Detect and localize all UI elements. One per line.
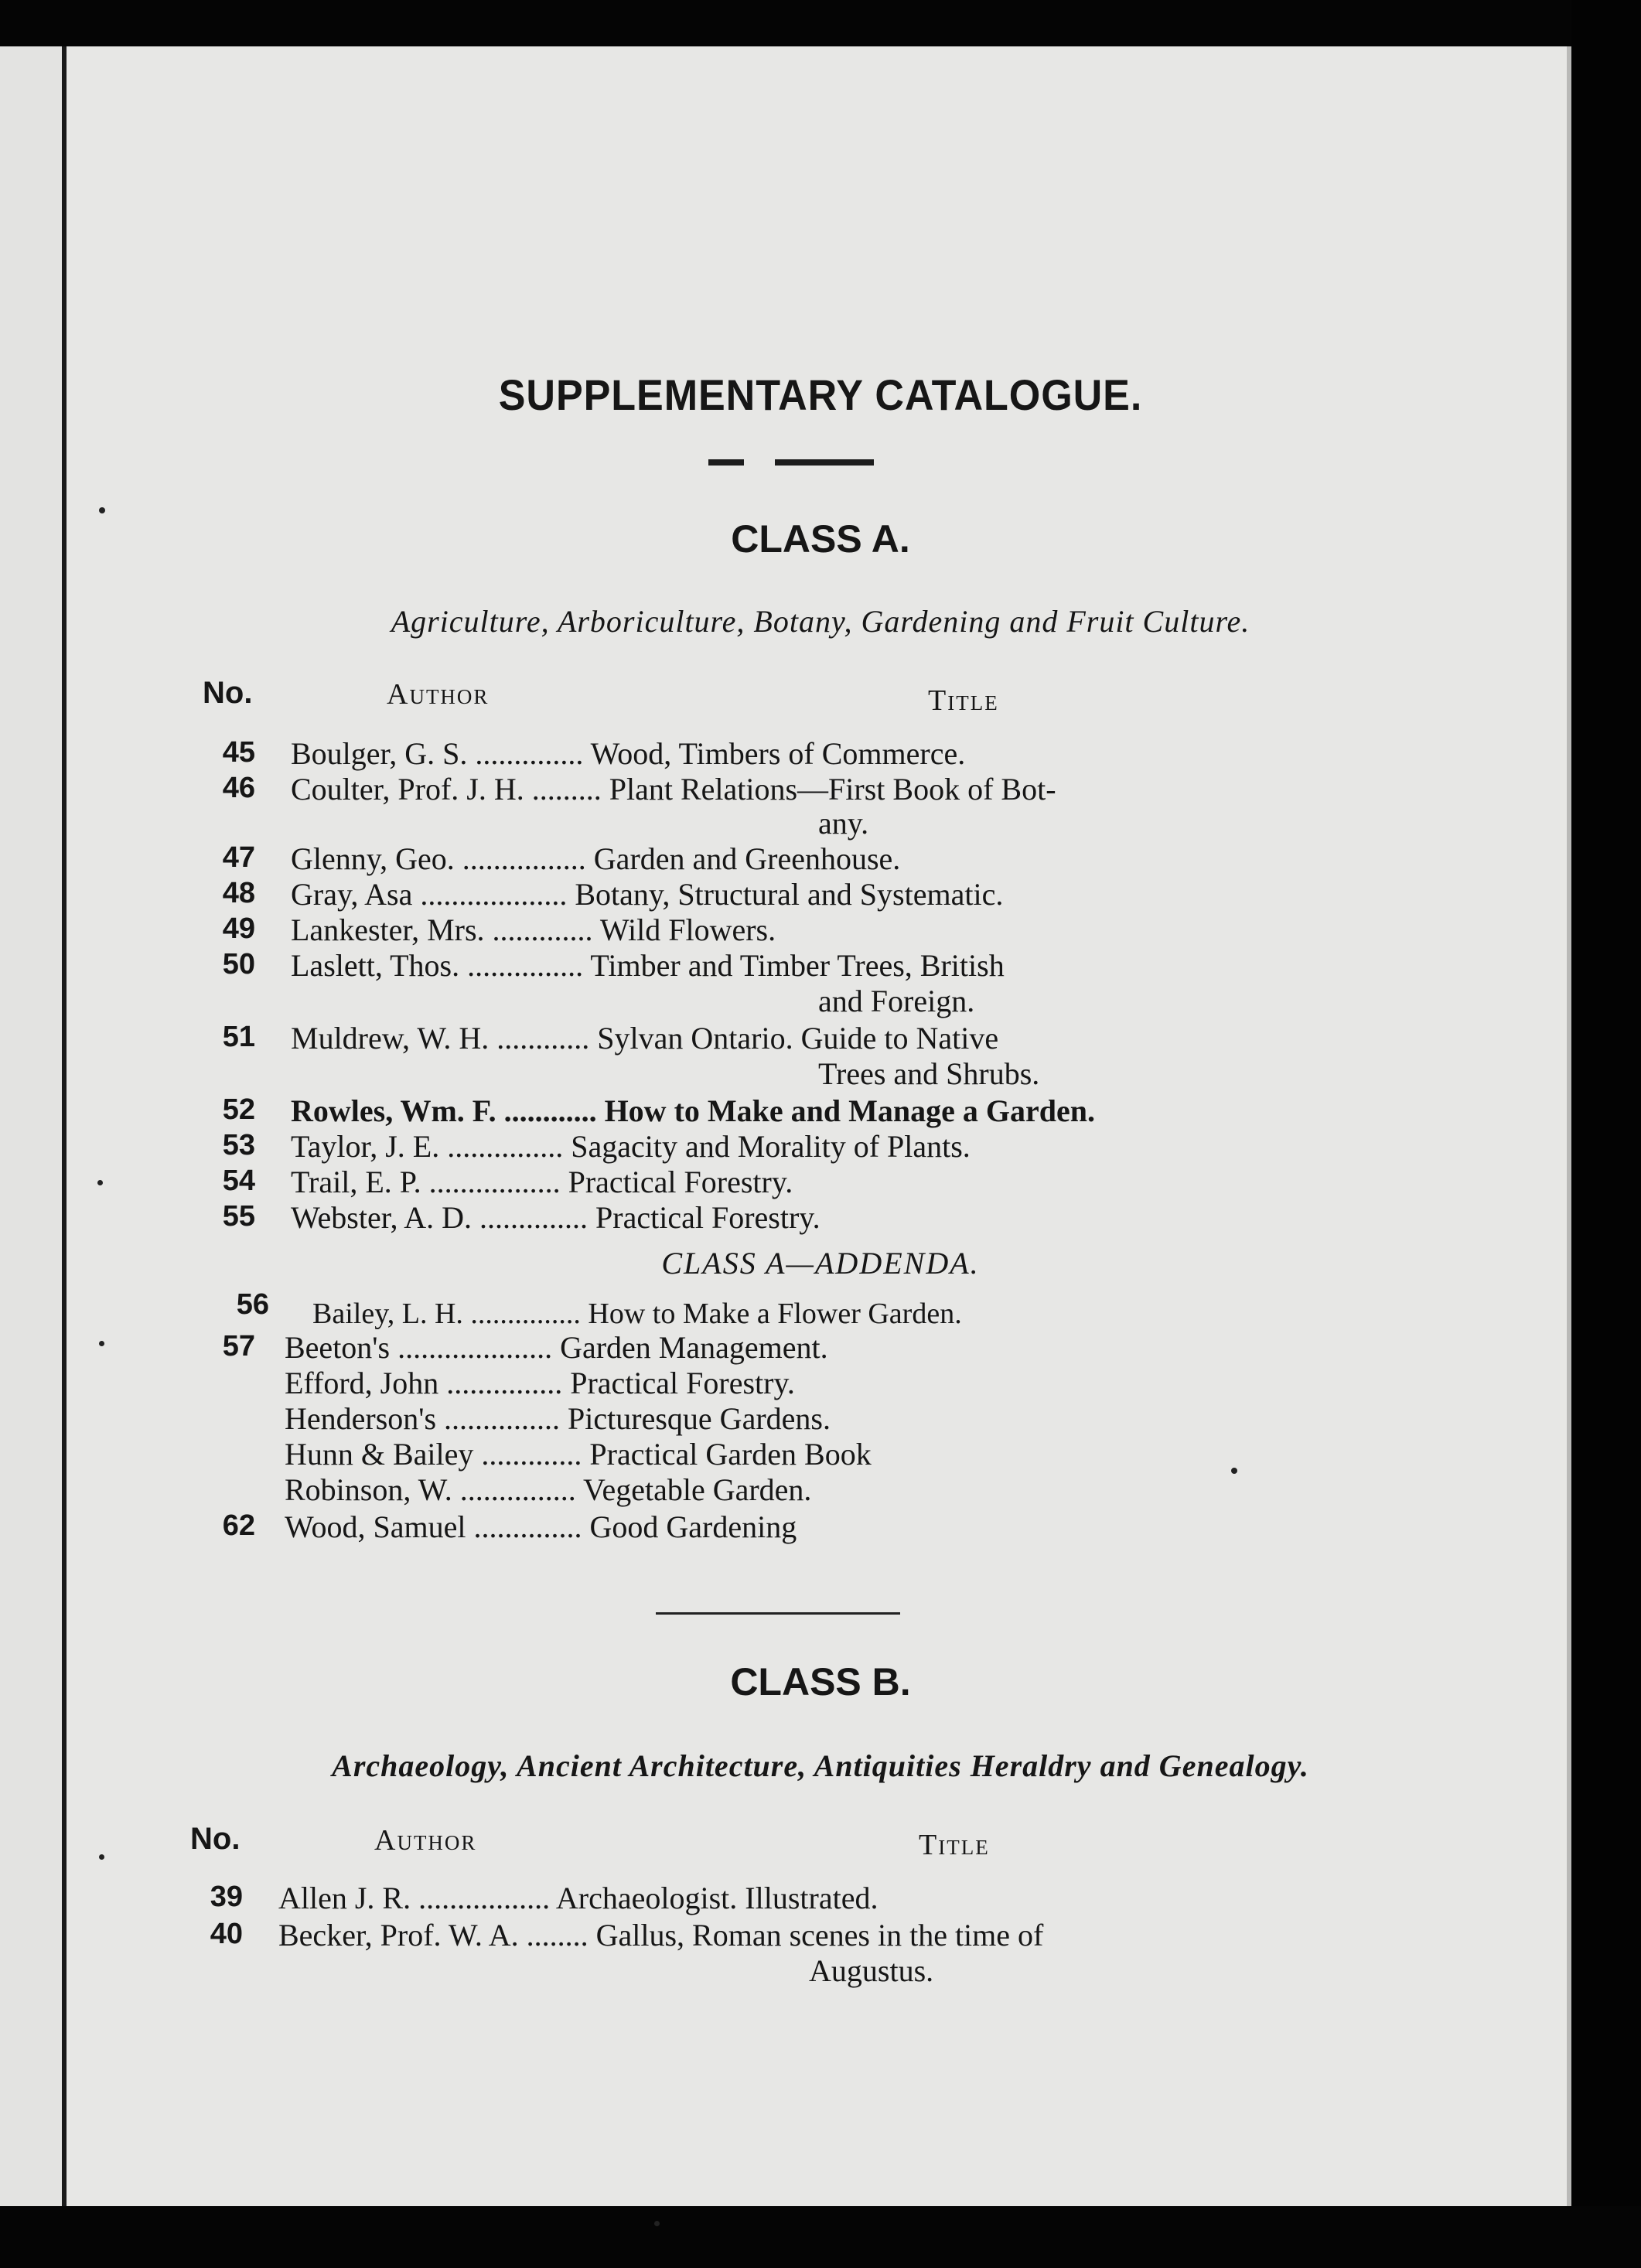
entry-number: 45 — [222, 736, 255, 769]
catalogue-entry: Muldrew, W. H. ............ Sylvan Ontario. Guide to Native — [291, 1021, 999, 1056]
catalogue-entry: Becker, Prof. W. A. ........ Gallus, Roman scenes in the time of — [278, 1918, 1044, 1953]
entry-number: 62 — [222, 1509, 255, 1542]
page-title: SUPPLEMENTARY CATALOGUE. — [498, 370, 1143, 419]
entry-number: 46 — [222, 772, 255, 804]
catalogue-entry: Webster, A. D. .............. Practical Forestry. — [291, 1200, 820, 1235]
catalogue-entry-continuation: Augustus. — [809, 1953, 934, 1988]
catalogue-entry: Henderson's ............... Picturesque Gardens. — [285, 1401, 831, 1436]
catalogue-entry-continuation: Trees and Shrubs. — [818, 1056, 1040, 1091]
catalogue-entry: Rowles, Wm. F. ............ How to Make and Manage a Garden. — [291, 1093, 1095, 1128]
left-margin — [0, 46, 67, 2206]
entry-number: 39 — [210, 1881, 243, 1913]
entry-number: 57 — [222, 1330, 255, 1363]
entry-number: 53 — [222, 1129, 255, 1161]
catalogue-entry: Beeton's .................... Garden Management. — [285, 1330, 828, 1365]
class-a-heading: CLASS A. — [731, 517, 910, 561]
catalogue-entry: Boulger, G. S. .............. Wood, Timbers of Commerce. — [291, 736, 966, 771]
entry-number: 56 — [236, 1288, 269, 1321]
entry-number: 55 — [222, 1200, 255, 1233]
scan-border-right — [1571, 0, 1641, 2268]
entry-number: 48 — [222, 877, 255, 909]
entry-number: 47 — [222, 841, 255, 874]
class-a-col-no: No. — [203, 676, 253, 710]
scan-speck — [654, 2221, 660, 2226]
catalogue-entry: Lankester, Mrs. ............. Wild Flowers. — [291, 912, 776, 947]
title-rule-left — [708, 459, 744, 466]
class-b-col-no: No. — [190, 1822, 241, 1856]
catalogue-entry: Trail, E. P. ................. Practical Forestry. — [291, 1165, 793, 1199]
catalogue-entry: Robinson, W. ............... Vegetable Garden. — [285, 1472, 812, 1507]
entry-number: 50 — [222, 948, 255, 981]
catalogue-entry: Gray, Asa ................... Botany, Structural and Systematic. — [291, 877, 1004, 912]
entry-number: 40 — [210, 1918, 243, 1950]
catalogue-entry: Laslett, Thos. ............... Timber and Timber Trees, British — [291, 948, 1005, 983]
scan-speck — [99, 507, 105, 513]
catalogue-entry: Glenny, Geo. ................ Garden and Greenhouse. — [291, 841, 901, 876]
catalogue-entry-continuation: any. — [818, 806, 869, 841]
scan-speck — [97, 1180, 103, 1185]
catalogue-entry: Taylor, J. E. ............... Sagacity and Morality of Plants. — [291, 1129, 971, 1164]
catalogue-entry: Bailey, L. H. ............... How to Make a Flower Garden. — [312, 1298, 962, 1330]
catalogue-entry: Efford, John ............... Practical Forestry. — [285, 1366, 795, 1400]
catalogue-entry: Allen J. R. ................. Archaeologist. Illustrated. — [278, 1881, 878, 1915]
class-a-subtitle: Agriculture, Arboriculture, Botany, Gardening and Fruit Culture. — [391, 604, 1250, 639]
class-b-subtitle: Archaeology, Ancient Architecture, Antiquities Heraldry and Genealogy. — [332, 1748, 1309, 1783]
entry-number: 51 — [222, 1021, 255, 1053]
entry-number: 54 — [222, 1165, 255, 1197]
class-a-addenda-heading: CLASS A—ADDENDA. — [661, 1246, 980, 1281]
catalogue-entry: Coulter, Prof. J. H. ......... Plant Relations—First Book of Bot- — [291, 772, 1056, 807]
catalogue-entry-continuation: and Foreign. — [818, 984, 975, 1018]
scan-speck — [1231, 1468, 1237, 1474]
scan-speck — [99, 1854, 104, 1860]
scan-border-bottom — [0, 2206, 1641, 2268]
class-b-heading: CLASS B. — [730, 1660, 911, 1704]
class-b-col-title: Title — [919, 1829, 990, 1861]
entry-number: 49 — [222, 912, 255, 945]
catalogue-entry: Hunn & Bailey ............. Practical Garden Book — [285, 1437, 872, 1472]
entry-number: 52 — [222, 1093, 255, 1126]
scan-speck — [99, 1341, 104, 1346]
class-b-col-author: Author — [374, 1824, 477, 1857]
class-a-col-title: Title — [928, 684, 999, 717]
title-rule-right — [775, 459, 874, 466]
class-a-col-author: Author — [387, 678, 490, 711]
scan-border-top — [0, 0, 1641, 46]
section-divider — [656, 1612, 900, 1615]
catalogue-entry: Wood, Samuel .............. Good Gardening — [285, 1509, 797, 1544]
